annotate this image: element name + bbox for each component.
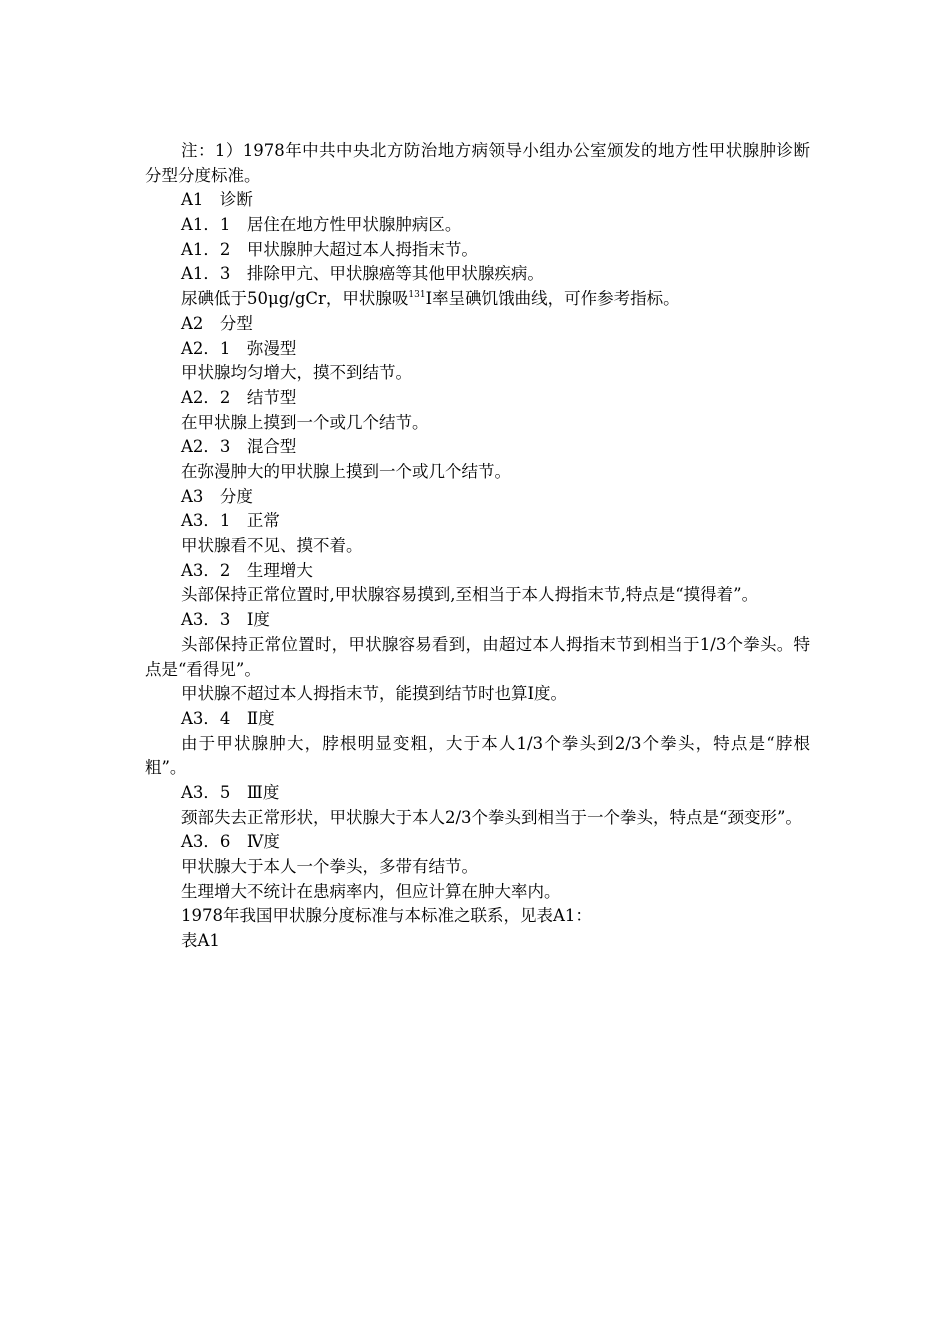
- a3-degree-1-heading: A3．1 正常: [181, 511, 280, 531]
- document-page: [145, 139, 810, 954]
- a2-type-1-heading: A2．1 弥漫型: [181, 338, 297, 358]
- a3-degree-6-heading: A3．6 Ⅳ度: [181, 832, 280, 852]
- section-a3-heading: A3 分度: [181, 486, 253, 506]
- a3-degree-3-text-2: 甲状腺不超过本人拇指末节，能摸到结节时也算Ⅰ度。: [181, 684, 568, 704]
- isotope-superscript: 131: [408, 290, 426, 301]
- a2-type-3-heading: A2．3 混合型: [181, 437, 297, 457]
- note-paragraph: 注：1）1978年中共中央北方防治地方病领导小组办公室颁发的地方性甲状腺肿诊断分型分度标准。: [145, 141, 810, 185]
- a2-type-3-text: 在弥漫肿大的甲状腺上摸到一个或几个结节。: [181, 461, 511, 481]
- reference-text-before: 尿碘低于50μg/gCr，甲状腺吸: [181, 289, 409, 309]
- a3-degree-6-text: 甲状腺大于本人一个拳头，多带有结节。: [181, 857, 478, 877]
- a3-degree-2-text: 头部保持正常位置时,甲状腺容易摸到,至相当于本人拇指末节,特点是“摸得着”。: [181, 585, 759, 605]
- a3-degree-1-text: 甲状腺看不见、摸不着。: [181, 536, 363, 556]
- a3-degree-5-heading: A3．5 Ⅲ度: [181, 782, 280, 802]
- a2-type-2-heading: A2．2 结节型: [181, 387, 297, 407]
- a3-degree-2-heading: A3．2 生理增大: [181, 560, 313, 580]
- a1-item-1: A1．1 居住在地方性甲状腺肿病区。: [181, 215, 462, 235]
- a2-type-1-text: 甲状腺均匀增大，摸不到结节。: [181, 363, 412, 383]
- reference-text-after: I率呈碘饥饿曲线，可作参考指标。: [425, 289, 680, 309]
- section-a2-heading: A2 分型: [181, 313, 253, 333]
- a3-degree-4-heading: A3．4 Ⅱ度: [181, 708, 275, 728]
- a1-reference-indicator: [145, 287, 810, 312]
- table-label: 表A1: [181, 931, 220, 951]
- a3-degree-3-text: 头部保持正常位置时，甲状腺容易看到，由超过本人拇指末节到相当于1/3个拳头。特点是“看得见”。: [145, 634, 810, 679]
- section-a1-heading: A1 诊断: [181, 190, 253, 210]
- a1-item-2: A1．2 甲状腺肿大超过本人拇指末节。: [181, 239, 478, 259]
- a3-degree-3-heading: A3．3 Ⅰ度: [181, 610, 270, 630]
- a3-degree-4-text: 由于甲状腺肿大，脖根明显变粗，大于本人1/3个拳头到2/3个拳头，特点是“脖根粗”。: [145, 733, 810, 778]
- a2-type-2-text: 在甲状腺上摸到一个或几个结节。: [181, 412, 429, 432]
- a3-degree-5-text: 颈部失去正常形状，甲状腺大于本人2/3个拳头到相当于一个拳头，特点是“颈变形”。: [181, 807, 802, 827]
- a1-item-3: A1．3 排除甲亢、甲状腺癌等其他甲状腺疾病。: [181, 264, 544, 284]
- a3-degree-6-note: 生理增大不统计在患病率内，但应计算在肿大率内。: [181, 881, 561, 901]
- relation-sentence: 1978年我国甲状腺分度标准与本标准之联系，见表A1：: [181, 906, 592, 926]
